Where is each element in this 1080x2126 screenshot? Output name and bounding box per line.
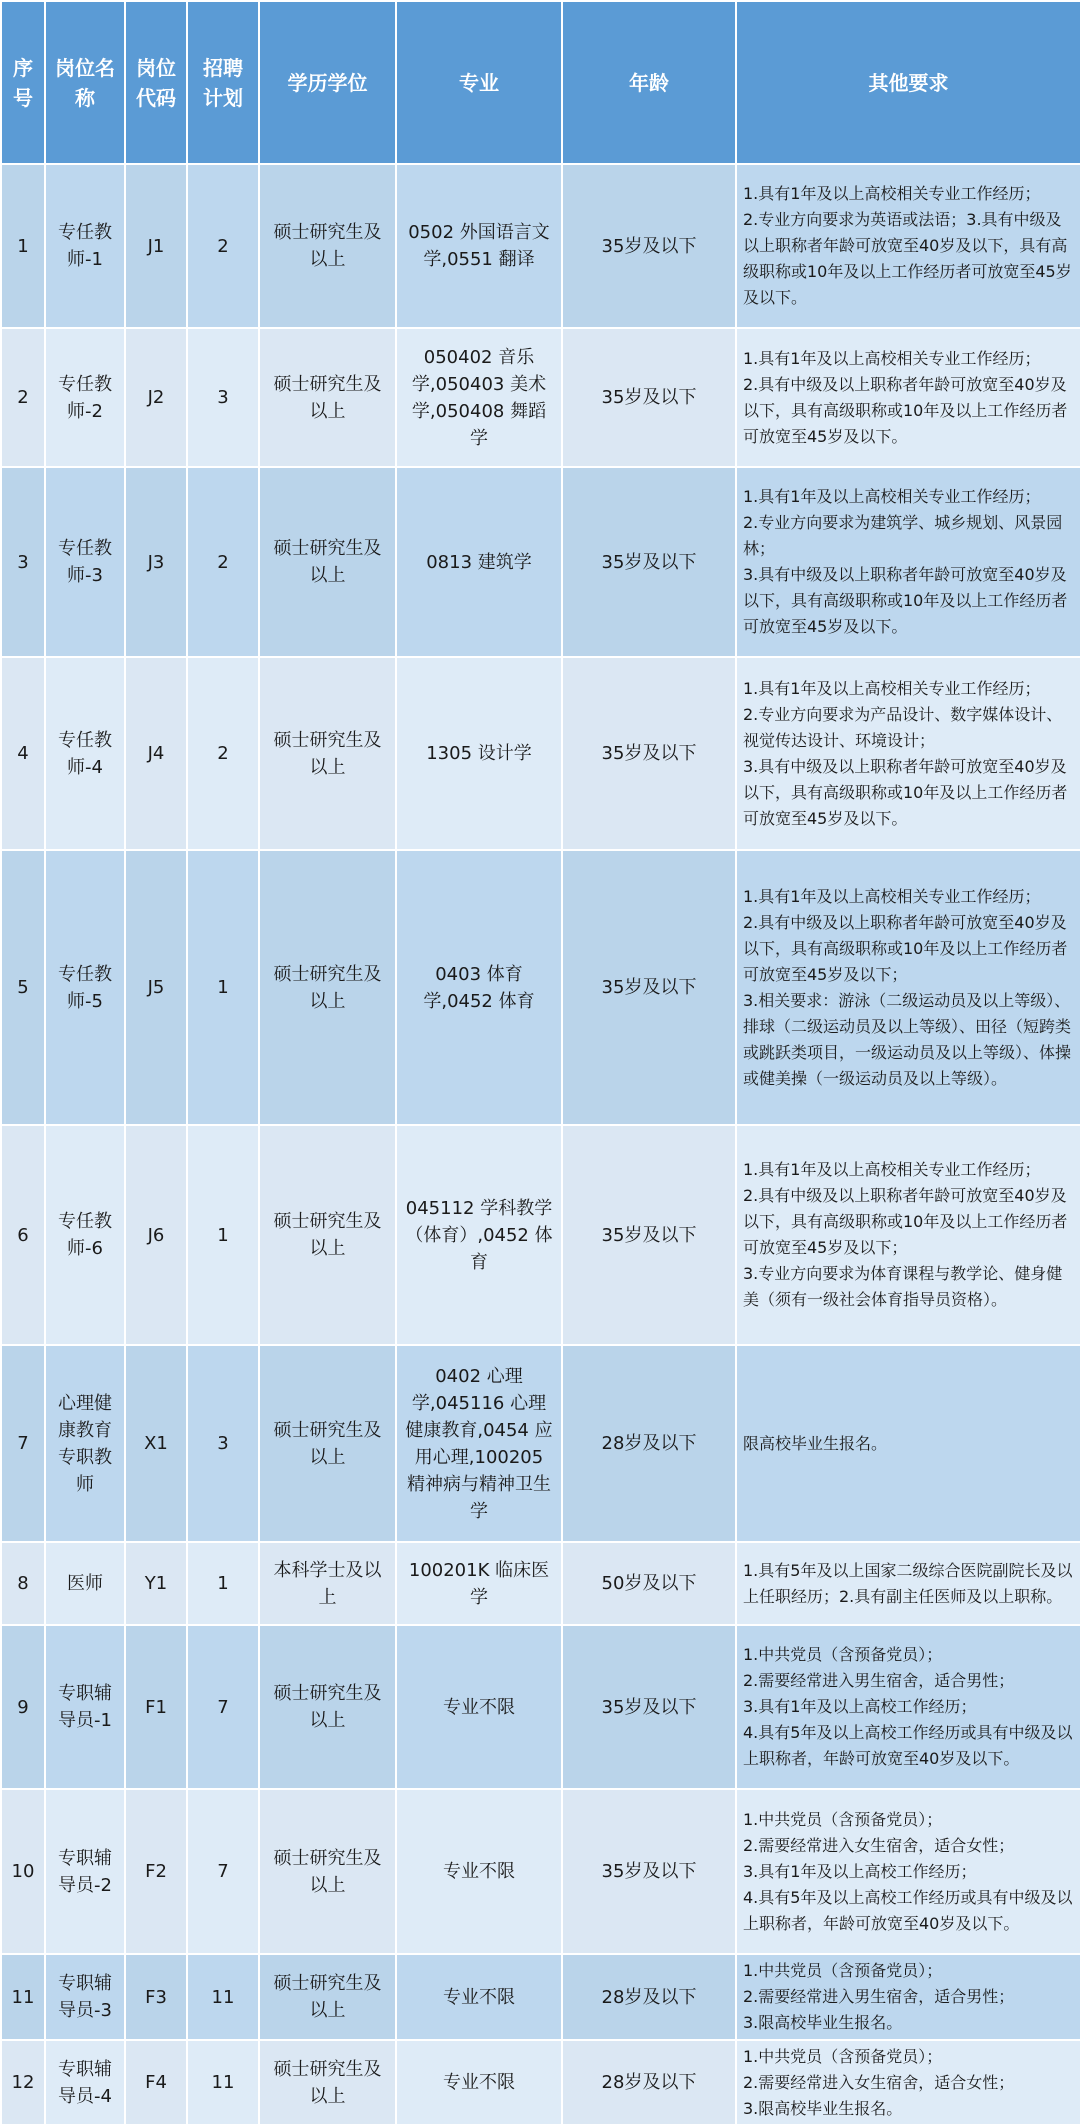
row-post-code: F3 bbox=[125, 1954, 187, 2040]
row-post-code: J4 bbox=[125, 657, 187, 850]
row-age: 28岁及以下 bbox=[562, 1954, 736, 2040]
row-degree: 硕士研究生及以上 bbox=[259, 328, 396, 467]
header-other: 其他要求 bbox=[736, 1, 1080, 164]
row-post-name: 专任教师-1 bbox=[45, 164, 125, 328]
row-seq: 5 bbox=[1, 850, 45, 1125]
requirement-line: 1.具有5年及以上国家二级综合医院副院长及以上任职经历；2.具有副主任医师及以上职称。 bbox=[743, 1560, 1073, 1606]
row-degree: 硕士研究生及以上 bbox=[259, 467, 396, 657]
requirement-line: 1.中共党员（含预备党员）； bbox=[743, 2046, 943, 2066]
requirement-line: 3.限高校毕业生报名。 bbox=[743, 2013, 903, 2032]
row-post-name: 专任教师-6 bbox=[45, 1125, 125, 1345]
row-seq: 8 bbox=[1, 1542, 45, 1625]
requirement-line: 2.专业方向要求为英语或法语；3.具有中级及以上职称者年龄可放宽至40岁及以下，具有高级职称或10年及以上工作经历者可放宽至45岁及以下。 bbox=[743, 210, 1072, 307]
requirement-line: 1.中共党员（含预备党员）； bbox=[743, 1961, 943, 1980]
row-post-code: J2 bbox=[125, 328, 187, 467]
requirement-line: 3.具有1年及以上高校工作经历； bbox=[743, 1861, 977, 1881]
row-post-name: 专任教师-4 bbox=[45, 657, 125, 850]
row-post-code: J5 bbox=[125, 850, 187, 1125]
row-other-requirements bbox=[736, 2040, 1080, 2125]
row-other-requirements bbox=[736, 1345, 1080, 1542]
row-plan: 7 bbox=[187, 1625, 259, 1789]
row-post-code: J3 bbox=[125, 467, 187, 657]
table-row bbox=[1, 657, 1080, 850]
requirement-line: 3.具有中级及以上职称者年龄可放宽至40岁及以下，具有高级职称或10年及以上工作经历者可放宽至45岁及以下。 bbox=[743, 565, 1068, 636]
row-post-code: J6 bbox=[125, 1125, 187, 1345]
header-degree: 学历学位 bbox=[259, 1, 396, 164]
requirement-line: 2.具有中级及以上职称者年龄可放宽至40岁及以下，具有高级职称或10年及以上工作经历者可放宽至45岁及以下。 bbox=[743, 374, 1068, 446]
row-seq: 6 bbox=[1, 1125, 45, 1345]
row-plan: 7 bbox=[187, 1789, 259, 1954]
row-other-requirements bbox=[736, 1125, 1080, 1345]
table-row bbox=[1, 850, 1080, 1125]
row-plan: 11 bbox=[187, 2040, 259, 2125]
row-age: 28岁及以下 bbox=[562, 1345, 736, 1542]
row-age: 35岁及以下 bbox=[562, 1125, 736, 1345]
row-major: 专业不限 bbox=[396, 1625, 562, 1789]
requirement-line: 2.需要经常进入男生宿舍，适合男性； bbox=[743, 1671, 1015, 1690]
row-seq: 10 bbox=[1, 1789, 45, 1954]
requirement-line: 3.限高校毕业生报名。 bbox=[743, 2098, 903, 2118]
row-other-requirements bbox=[736, 1625, 1080, 1789]
requirement-line: 1.具有1年及以上高校相关专业工作经历； bbox=[743, 886, 1041, 906]
requirement-line: 3.具有中级及以上职称者年龄可放宽至40岁及以下，具有高级职称或10年及以上工作经历者可放宽至45岁及以下。 bbox=[743, 756, 1068, 828]
row-post-code: F4 bbox=[125, 2040, 187, 2125]
requirement-line: 2.具有中级及以上职称者年龄可放宽至40岁及以下，具有高级职称或10年及以上工作经历者可放宽至45岁及以下； bbox=[743, 1186, 1068, 1257]
row-degree: 硕士研究生及以上 bbox=[259, 1625, 396, 1789]
row-post-code: F1 bbox=[125, 1625, 187, 1789]
table-row bbox=[1, 1345, 1080, 1542]
row-post-name: 专职辅导员-4 bbox=[45, 2040, 125, 2125]
header-post-code: 岗位代码 bbox=[125, 1, 187, 164]
requirement-line: 限高校毕业生报名。 bbox=[743, 1433, 888, 1453]
row-age: 35岁及以下 bbox=[562, 850, 736, 1125]
row-post-name: 心理健康教育专职教师 bbox=[45, 1345, 125, 1542]
row-major: 050402 音乐学,050403 美术学,050408 舞蹈学 bbox=[396, 328, 562, 467]
header-plan: 招聘计划 bbox=[187, 1, 259, 164]
row-age: 35岁及以下 bbox=[562, 657, 736, 850]
row-plan: 2 bbox=[187, 657, 259, 850]
requirement-line: 3.专业方向要求为体育课程与教学论、健身健美（须有一级社会体育指导员资格）。 bbox=[743, 1264, 1063, 1309]
row-plan: 1 bbox=[187, 1542, 259, 1625]
table-header-row bbox=[1, 1, 1080, 164]
row-post-name: 医师 bbox=[45, 1542, 125, 1625]
table-row bbox=[1, 2040, 1080, 2125]
row-age: 50岁及以下 bbox=[562, 1542, 736, 1625]
row-age: 35岁及以下 bbox=[562, 467, 736, 657]
row-seq: 12 bbox=[1, 2040, 45, 2125]
row-degree: 硕士研究生及以上 bbox=[259, 1954, 396, 2040]
header-post-name: 岗位名称 bbox=[45, 1, 125, 164]
row-post-name: 专任教师-3 bbox=[45, 467, 125, 657]
row-degree: 硕士研究生及以上 bbox=[259, 1345, 396, 1542]
row-post-name: 专任教师-2 bbox=[45, 328, 125, 467]
row-other-requirements bbox=[736, 1954, 1080, 2040]
requirement-line: 4.具有5年及以上高校工作经历或具有中级及以上职称者，年龄可放宽至40岁及以下。 bbox=[743, 1887, 1073, 1933]
row-other-requirements bbox=[736, 164, 1080, 328]
row-post-code: Y1 bbox=[125, 1542, 187, 1625]
row-degree: 硕士研究生及以上 bbox=[259, 2040, 396, 2125]
requirement-line: 2.专业方向要求为产品设计、数字媒体设计、视觉传达设计、环境设计； bbox=[743, 704, 1063, 750]
requirement-line: 2.需要经常进入男生宿舍，适合男性； bbox=[743, 1987, 1015, 2006]
row-plan: 1 bbox=[187, 1125, 259, 1345]
row-age: 35岁及以下 bbox=[562, 164, 736, 328]
row-plan: 3 bbox=[187, 1345, 259, 1542]
header-age: 年龄 bbox=[562, 1, 736, 164]
row-major: 045112 学科教学（体育）,0452 体育 bbox=[396, 1125, 562, 1345]
requirement-line: 1.中共党员（含预备党员）； bbox=[743, 1645, 943, 1664]
row-plan: 2 bbox=[187, 467, 259, 657]
requirement-line: 2.专业方向要求为建筑学、城乡规划、风景园林； bbox=[743, 513, 1063, 558]
table-row bbox=[1, 1125, 1080, 1345]
row-seq: 3 bbox=[1, 467, 45, 657]
row-other-requirements bbox=[736, 467, 1080, 657]
requirement-line: 1.具有1年及以上高校相关专业工作经历； bbox=[743, 487, 1041, 506]
table-row bbox=[1, 328, 1080, 467]
row-major: 0502 外国语言文学,0551 翻译 bbox=[396, 164, 562, 328]
row-major: 0403 体育学,0452 体育 bbox=[396, 850, 562, 1125]
row-seq: 2 bbox=[1, 328, 45, 467]
row-other-requirements bbox=[736, 657, 1080, 850]
row-post-name: 专职辅导员-3 bbox=[45, 1954, 125, 2040]
requirement-line: 1.具有1年及以上高校相关专业工作经历； bbox=[743, 678, 1041, 698]
row-other-requirements bbox=[736, 850, 1080, 1125]
header-seq: 序号 bbox=[1, 1, 45, 164]
row-age: 35岁及以下 bbox=[562, 1789, 736, 1954]
table-body bbox=[1, 164, 1080, 2125]
row-plan: 11 bbox=[187, 1954, 259, 2040]
row-seq: 7 bbox=[1, 1345, 45, 1542]
row-major: 专业不限 bbox=[396, 2040, 562, 2125]
requirement-line: 1.具有1年及以上高校相关专业工作经历； bbox=[743, 184, 1041, 203]
row-post-name: 专职辅导员-2 bbox=[45, 1789, 125, 1954]
requirement-line: 3.相关要求：游泳（二级运动员及以上等级）、排球（二级运动员及以上等级）、田径（短跨类或跳跃类项目，一级运动员及以上等级）、体操或健美操（一级运动员及以上等级）。 bbox=[743, 990, 1072, 1088]
row-age: 35岁及以下 bbox=[562, 1625, 736, 1789]
row-seq: 4 bbox=[1, 657, 45, 850]
table-row bbox=[1, 467, 1080, 657]
row-plan: 1 bbox=[187, 850, 259, 1125]
row-post-code: J1 bbox=[125, 164, 187, 328]
row-seq: 1 bbox=[1, 164, 45, 328]
requirement-line: 4.具有5年及以上高校工作经历或具有中级及以上职称者，年龄可放宽至40岁及以下。 bbox=[743, 1723, 1073, 1768]
requirement-line: 1.中共党员（含预备党员）； bbox=[743, 1809, 943, 1829]
row-major: 专业不限 bbox=[396, 1954, 562, 2040]
requirement-line: 3.具有1年及以上高校工作经历； bbox=[743, 1697, 977, 1716]
table-row bbox=[1, 1789, 1080, 1954]
requirement-line: 1.具有1年及以上高校相关专业工作经历； bbox=[743, 1160, 1041, 1179]
row-degree: 硕士研究生及以上 bbox=[259, 164, 396, 328]
row-degree: 硕士研究生及以上 bbox=[259, 1125, 396, 1345]
row-major: 0813 建筑学 bbox=[396, 467, 562, 657]
row-other-requirements bbox=[736, 1542, 1080, 1625]
row-degree: 本科学士及以上 bbox=[259, 1542, 396, 1625]
row-age: 28岁及以下 bbox=[562, 2040, 736, 2125]
row-other-requirements bbox=[736, 1789, 1080, 1954]
requirement-line: 2.具有中级及以上职称者年龄可放宽至40岁及以下，具有高级职称或10年及以上工作经历者可放宽至45岁及以下； bbox=[743, 912, 1068, 984]
header-major: 专业 bbox=[396, 1, 562, 164]
row-major: 1305 设计学 bbox=[396, 657, 562, 850]
row-degree: 硕士研究生及以上 bbox=[259, 657, 396, 850]
row-post-name: 专任教师-5 bbox=[45, 850, 125, 1125]
table-row bbox=[1, 164, 1080, 328]
requirement-line: 1.具有1年及以上高校相关专业工作经历； bbox=[743, 348, 1041, 368]
requirement-line: 2.需要经常进入女生宿舍，适合女性； bbox=[743, 2072, 1015, 2092]
row-post-code: X1 bbox=[125, 1345, 187, 1542]
row-post-name: 专职辅导员-1 bbox=[45, 1625, 125, 1789]
row-major: 专业不限 bbox=[396, 1789, 562, 1954]
row-degree: 硕士研究生及以上 bbox=[259, 1789, 396, 1954]
row-major: 100201K 临床医学 bbox=[396, 1542, 562, 1625]
row-other-requirements bbox=[736, 328, 1080, 467]
table-row bbox=[1, 1954, 1080, 2040]
requirement-line: 2.需要经常进入女生宿舍，适合女性； bbox=[743, 1835, 1015, 1855]
row-age: 35岁及以下 bbox=[562, 328, 736, 467]
table-row bbox=[1, 1625, 1080, 1789]
row-post-code: F2 bbox=[125, 1789, 187, 1954]
row-degree: 硕士研究生及以上 bbox=[259, 850, 396, 1125]
table-row bbox=[1, 1542, 1080, 1625]
row-major: 0402 心理学,045116 心理健康教育,0454 应用心理,100205 精神病与精神卫生学 bbox=[396, 1345, 562, 1542]
row-seq: 9 bbox=[1, 1625, 45, 1789]
row-seq: 11 bbox=[1, 1954, 45, 2040]
row-plan: 3 bbox=[187, 328, 259, 467]
row-plan: 2 bbox=[187, 164, 259, 328]
